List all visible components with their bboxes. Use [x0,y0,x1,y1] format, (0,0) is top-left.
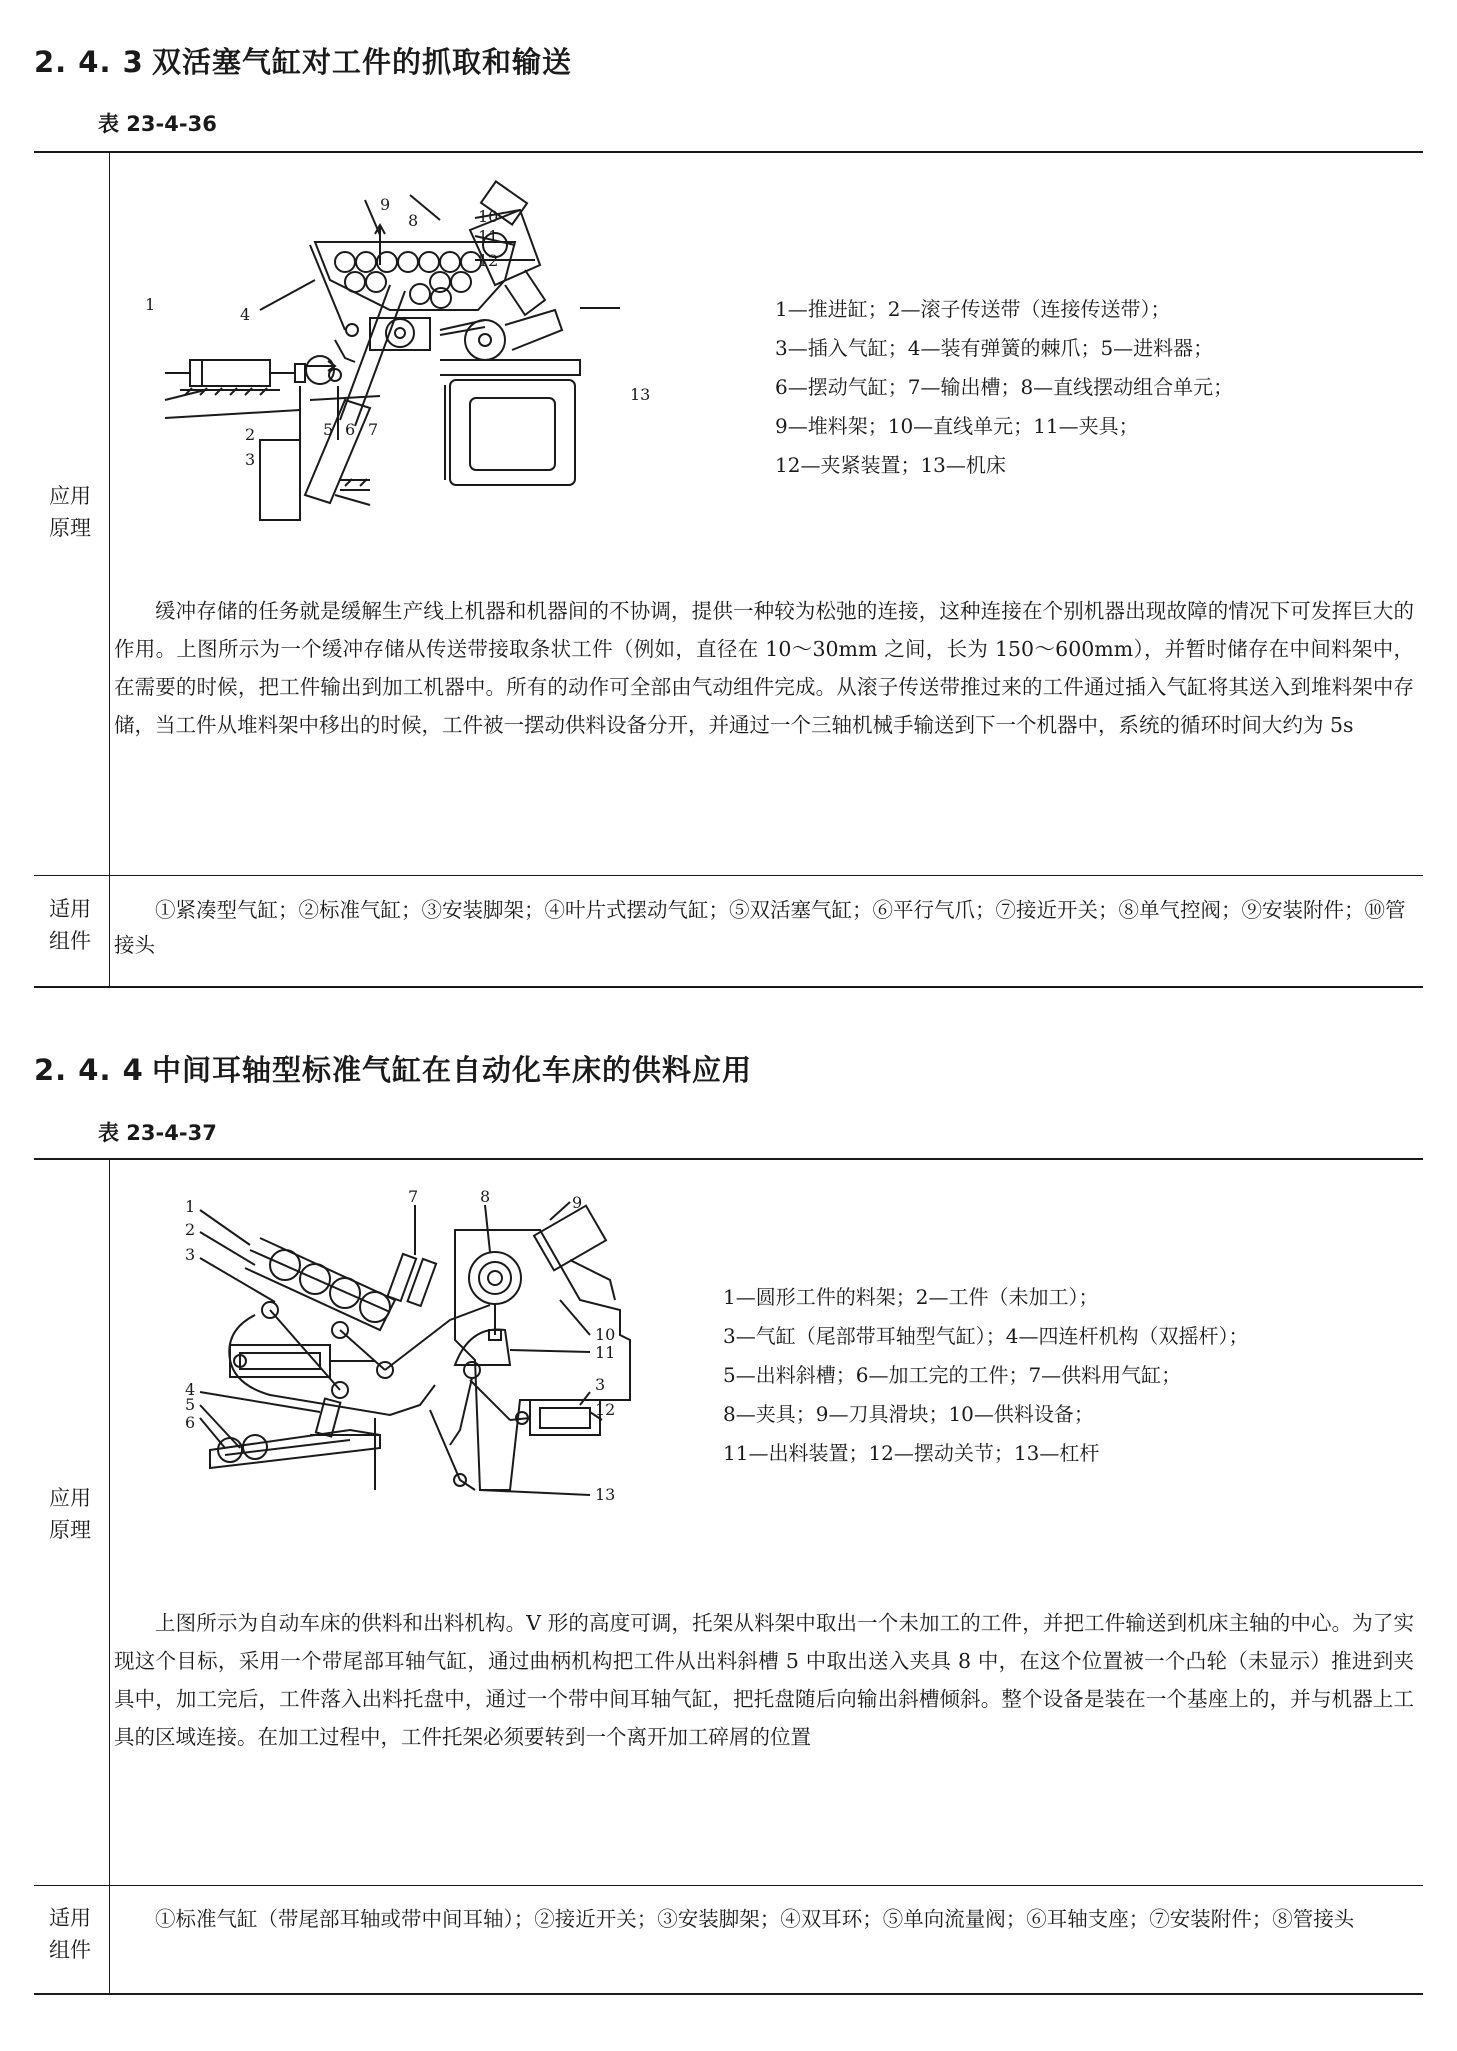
table-row-rule [34,875,1423,876]
table-top-rule [34,1158,1423,1160]
legend-line: 6—摆动气缸；7—输出槽；8—直线摆动组合单元； [775,375,1234,399]
callout-13: 13 [595,1485,616,1504]
callout-12: 12 [595,1400,616,1419]
legend-line: 1—推进缸；2—滚子传送带（连接传送带）； [775,297,1171,321]
section-title: 中间耳轴型标准气缸在自动化车床的供料应用 [152,1053,753,1087]
row-label-line: 组件 [49,929,91,953]
callout-1: 1 [185,1197,196,1216]
callout-6: 6 [345,420,356,439]
callout-7: 7 [368,420,379,439]
callout-1: 1 [145,295,156,314]
buffer-storage-diagram [140,190,660,520]
principle-paragraph: 上图所示为自动车床的供料和出料机构。V 形的高度可调，托架从料架中取出一个未加工的工件，并把工件输送到机床主轴的中心。为了实现这个目标，采用一个带尾部耳轴气缸，通过曲柄机构把工件从出料斜槽 5 中取出送入夹具 8 中，在这个位置被一个凸轮（未显示）推进到夹具中，加工完后，工件落入出料托盘中，通过一个带中间耳轴气缸，把托盘随后向输出斜槽倾斜。整个设备是装在一个基座上的，并与机器上工具的区域连接。在加工过程中，工件托架必须要转到一个离开加工碎屑的位置 [114,1611,1414,1749]
callout-11: 11 [595,1343,616,1362]
row-label-principle [45,480,95,544]
table-bottom-rule [34,986,1423,988]
table-top-rule [34,151,1423,153]
callout-13: 13 [630,385,651,404]
components-list: ①紧凑型气缸；②标准气缸；③安装脚架；④叶片式摆动气缸；⑤双活塞气缸；⑥平行气爪；⑦接近开关；⑧单气控阀；⑨安装附件；⑩管接头 [114,898,1406,957]
row-label-components [45,893,95,957]
callout-2: 2 [185,1220,196,1239]
callout-4: 4 [240,305,251,324]
section-title: 双活塞气缸对工件的抓取和输送 [152,45,573,79]
section-heading-243 [34,40,572,81]
legend-line: 8—夹具；9—刀具滑块；10—供料设备； [723,1402,1094,1426]
legend-line: 12—夹紧装置；13—机床 [775,453,1006,477]
legend-line: 1—圆形工件的料架；2—工件（未加工）； [723,1285,1099,1309]
row-label-line: 适用 [49,1906,91,1930]
legend-line: 5—出料斜槽；6—加工完的工件；7—供料用气缸； [723,1363,1182,1387]
diagram-legend [775,290,1233,485]
callout-11: 11 [478,227,499,246]
callout-2: 2 [245,425,256,444]
legend-line: 11—出料装置；12—摆动关节；13—杠杆 [723,1441,1100,1465]
diagram-legend [723,1278,1248,1473]
callout-3: 3 [185,1245,196,1264]
principle-paragraph: 缓冲存储的任务就是缓解生产线上机器和机器间的不协调，提供一种较为松弛的连接，这种连接在个别机器出现故障的情况下可发挥巨大的作用。上图所示为一个缓冲存储从传送带接取条状工件（例如，直径在 10～30mm 之间，长为 150～600mm），并暂时储存在中间料架中，在需要的时候，把工件输出到加工机器中。所有的动作可全部由气动组件完成。从滚子传送带推过来的工件通过插入气缸将其送入到堆料架中存储，当工件从堆料架中移出的时候，工件被一摆动供料设备分开，并通过一个三轴机械手输送到下一个机器中，系统的循环时间大约为 5s [114,599,1414,737]
callout-10: 10 [478,207,499,226]
callout-7: 7 [408,1187,419,1206]
table-label: 表 23-4-36 [98,112,217,136]
legend-line: 3—插入气缸；4—装有弹簧的棘爪；5—进料器； [775,336,1214,360]
callout-5: 5 [185,1395,196,1414]
callout-8: 8 [408,211,419,230]
callout-9: 9 [380,195,391,214]
row-label-line: 适用 [49,897,91,921]
legend-line: 3—气缸（尾部带耳轴型气缸）；4—四连杆机构（双摇杆）； [723,1324,1249,1348]
legend-line: 9—堆料架；10—直线单元；11—夹具； [775,414,1139,438]
callout-12: 12 [478,251,499,270]
callout-3: 3 [245,450,256,469]
components-list: ①标准气缸（带尾部耳轴或带中间耳轴）；②接近开关；③安装脚架；④双耳环；⑤单向流量阀；⑥耳轴支座；⑦安装附件；⑧管接头 [155,1907,1355,1931]
section-number: 2. 4. 3 [34,45,144,79]
row-label-line: 组件 [49,1938,91,1962]
callout-4: 4 [185,1380,196,1399]
table-label: 表 23-4-37 [98,1121,217,1145]
callout-8: 8 [480,1187,491,1206]
callout-10: 10 [595,1325,616,1344]
row-label-line: 原理 [49,516,91,540]
row-label-line: 应用 [49,1486,91,1510]
row-label-line: 应用 [49,484,91,508]
section-heading-244 [34,1048,752,1089]
section-number: 2. 4. 4 [34,1053,144,1087]
callout-5: 5 [323,420,334,439]
lathe-feeding-diagram [185,1187,680,1540]
callout-9: 9 [572,1193,583,1212]
row-label-line: 原理 [49,1518,91,1542]
table-row-rule [34,1885,1423,1886]
row-label-principle [45,1482,95,1546]
callout-6: 6 [185,1413,196,1432]
table-bottom-rule [34,1993,1423,1995]
table-column-divider [109,1159,110,1994]
row-label-components [45,1902,95,1966]
callout-3b: 3 [595,1375,606,1394]
table-column-divider [109,152,110,987]
